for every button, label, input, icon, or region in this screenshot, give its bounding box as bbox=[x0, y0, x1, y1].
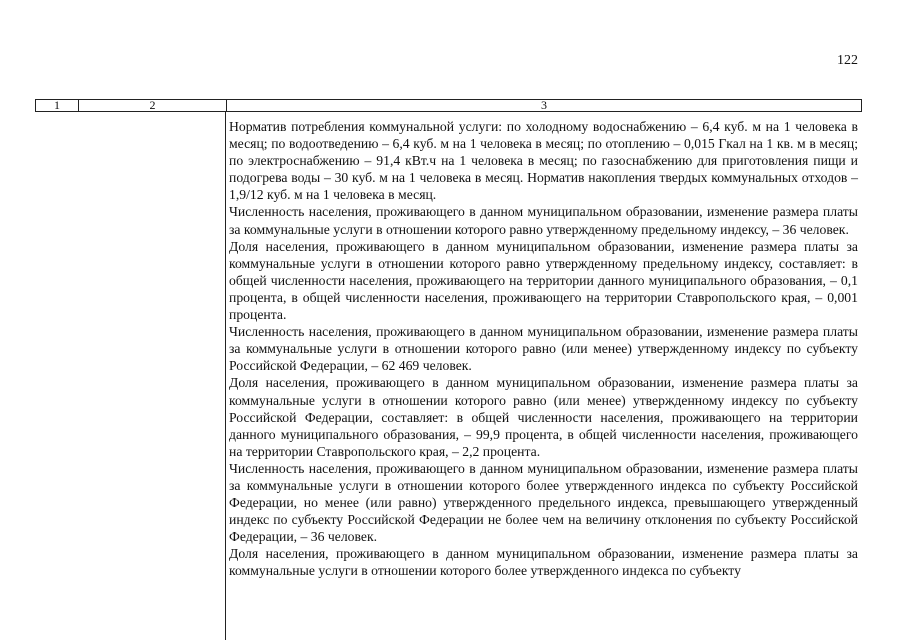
column-divider bbox=[225, 112, 226, 640]
paragraph: Доля населения, проживающего в данном муниципальном образовании, изменение размера платы за коммунальные услуги в отношении которого равно утвержденному предельному индексу, составляет: в общей численности населения, проживающего на территории данного муниципального образования, – 0,1 процента, в общей численности населения, проживающего на территории Ставропольского края, – 0,001 процента. bbox=[229, 238, 858, 323]
column-header-2: 2 bbox=[79, 100, 227, 111]
column-3-text bbox=[229, 118, 858, 580]
table-header-row bbox=[35, 99, 862, 112]
page-number: 122 bbox=[837, 53, 858, 68]
paragraph: Доля населения, проживающего в данном муниципальном образовании, изменение размера платы за коммунальные услуги в отношении которого равно (или менее) утвержденному индексу по субъекту Российской Федерации, составляет: в общей численности населения, проживающего на территории данного муниципального образования, – 99,9 процента, в общей численности населения, проживающего на территории Ставропольского края, – 2,2 процента. bbox=[229, 375, 858, 459]
paragraph: Численность населения, проживающего в данном муниципальном образовании, изменение размера платы за коммунальные услуги в отношении которого равно (или менее) утвержденному индексу по субъекту Российской Федерации, – 62 469 человек. bbox=[229, 324, 858, 374]
paragraph: Численность населения, проживающего в данном муниципальном образовании, изменение размера платы за коммунальные услуги в отношении которого равно утвержденному предельному индексу, – 36 человек. bbox=[229, 204, 858, 237]
paragraph: Доля населения, проживающего в данном муниципальном образовании, изменение размера платы за коммунальные услуги в отношении которого более утвержденного индекса по субъекту bbox=[229, 546, 858, 579]
column-header-1: 1 bbox=[36, 100, 79, 111]
paragraph: Норматив потребления коммунальной услуги: по холодному водоснабжению – 6,4 куб. м на 1 человека в месяц; по водоотведению – 6,4 куб. м на 1 человека в месяц; по отоплению – 0,015 Гкал на 1 кв. м в месяц; по электроснабжению – 91,4 кВт.ч на 1 человека в месяц; по газоснабжению для приготовления пищи и подогрева воды – 30 куб. м на 1 человека в месяц. Норматив накопления твердых коммунальных отходов – 1,9/12 куб. м на 1 человека в месяц. bbox=[229, 119, 858, 203]
paragraph: Численность населения, проживающего в данном муниципальном образовании, изменение размера платы за коммунальные услуги в отношении которого более утвержденного индекса по субъекту Российской Федерации, но менее (или равно) утвержденного предельного индекса, превышающего утвержденный индекс по субъекту Российской Федерации не более чем на величину отклонения по субъекту Российской Федерации, – 36 человек. bbox=[229, 460, 858, 545]
column-header-3: 3 bbox=[541, 98, 547, 112]
